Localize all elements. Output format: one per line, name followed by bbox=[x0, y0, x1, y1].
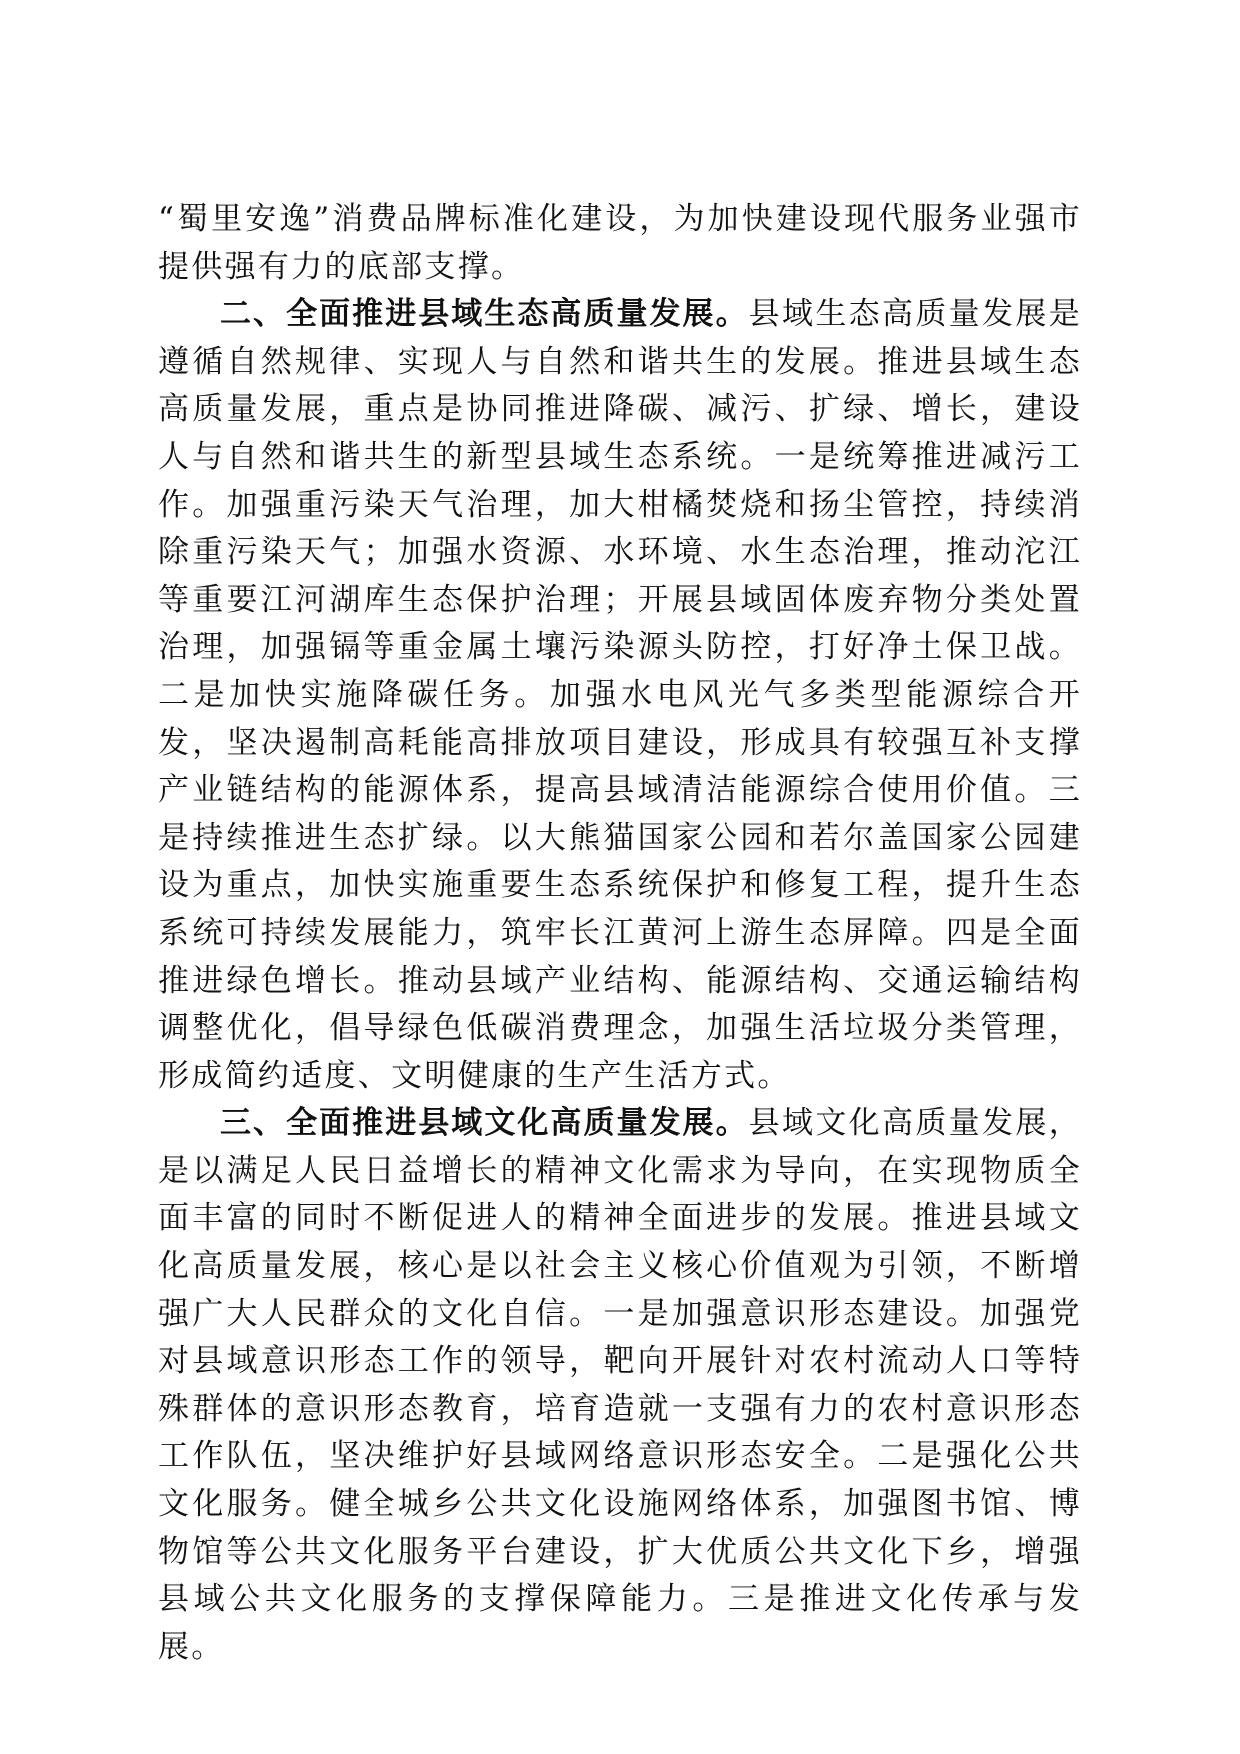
paragraph-body: “蜀里安逸”消费品牌标准化建设，为加快建设现代服务业强市提供强有力的底部支撑。 bbox=[158, 201, 1082, 285]
section-heading-ecology: 二、全面推进县域生态高质量发展。 bbox=[220, 296, 749, 333]
document-page bbox=[158, 196, 1082, 1671]
paragraph-ecology bbox=[158, 291, 1082, 1100]
paragraph-body: 县域生态高质量发展是遵循自然规律、实现人与自然和谐共生的发展。推进县域生态高质量发展，重点是协同推进降碳、减污、扩绿、增长，建设人与自然和谐共生的新型县域生态系统。一是统筹推进减污工作。加强重污染天气治理，加大柑橘焚烧和扬尘管控，持续消除重污染天气；加强水资源、水环境、水生态治理，推动沱江等重要江河湖库生态保护治理；开展县域固体废弃物分类处置治理，加强镉等重金属土壤污染源头防控，打好净土保卫战。二是加快实施降碳任务。加强水电风光气多类型能源综合开发，坚决遏制高耗能高排放项目建设，形成具有较强互补支撑产业链结构的能源体系，提高县域清洁能源综合使用价值。三是持续推进生态扩绿。以大熊猫国家公园和若尔盖国家公园建设为重点，加快实施重要生态系统保护和修复工程，提升生态系统可持续发展能力，筑牢长江黄河上游生态屏障。四是全面推进绿色增长。推动县域产业结构、能源结构、交通运输结构调整优化，倡导绿色低碳消费理念，加强生活垃圾分类管理，形成简约适度、文明健康的生产生活方式。 bbox=[158, 296, 1082, 1094]
paragraph-continuation bbox=[158, 196, 1082, 291]
paragraph-culture bbox=[158, 1100, 1082, 1671]
section-heading-culture: 三、全面推进县域文化高质量发展。 bbox=[220, 1105, 749, 1142]
paragraph-body: 县域文化高质量发展，是以满足人民日益增长的精神文化需求为导向，在实现物质全面丰富的同时不断促进人的精神全面进步的发展。推进县域文化高质量发展，核心是以社会主义核心价值观为引领，不断增强广大人民群众的文化自信。一是加强意识形态建设。加强党对县域意识形态工作的领导，靶向开展针对农村流动人口等特殊群体的意识形态教育，培育造就一支强有力的农村意识形态工作队伍，坚决维护好县域网络意识形态安全。二是强化公共文化服务。健全城乡公共文化设施网络体系，加强图书馆、博物馆等公共文化服务平台建设，扩大优质公共文化下乡，增强县域公共文化服务的支撑保障能力。三是推进文化传承与发展。 bbox=[158, 1105, 1082, 1665]
